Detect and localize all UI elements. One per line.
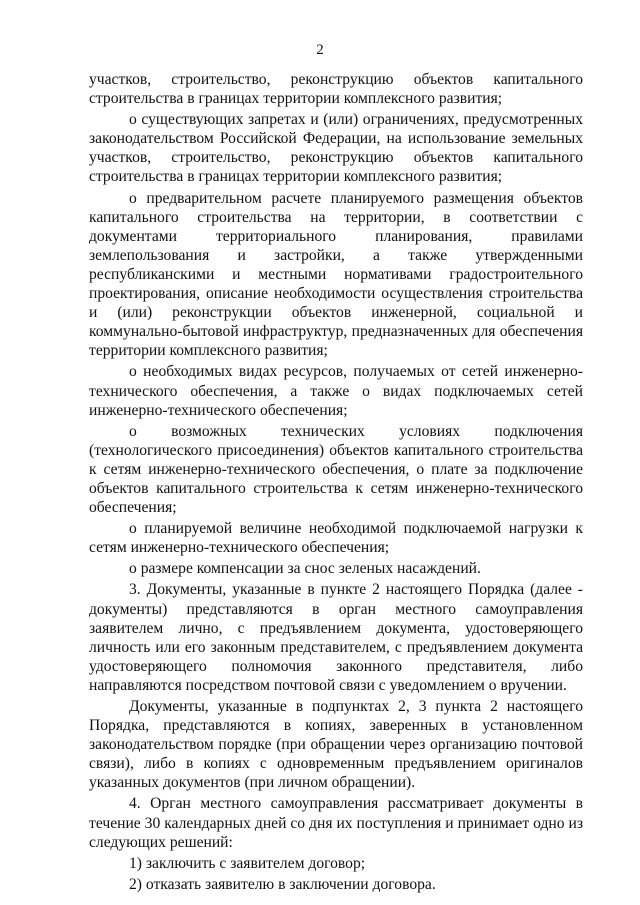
paragraph-clause-4: 4. Орган местного самоуправления рассматривает документы в течение 30 календарных дней со дня их поступления и принимает одно из следующих решений: <box>89 795 583 851</box>
document-body <box>89 70 583 894</box>
paragraph-continuation: участков, строительство, реконструкцию объектов капитального строительства в границах территории комплексного развития; <box>89 71 583 108</box>
paragraph-green-compensation: о размере компенсации за снос зеленых насаждений. <box>129 560 481 578</box>
paragraph-required-resources: о необходимых видах ресурсов, получаемых от сетей инженерно-технического обеспечения, а также о видах подключаемых сетей инженерно-технического обеспечения; <box>89 363 583 419</box>
paragraph-planned-load: о планируемой величине необходимой подключаемой нагрузки к сетям инженерно-технического обеспечения; <box>89 520 583 557</box>
paragraph-technical-conditions: о возможных технических условиях подключения (технологического присоединения) объектов капитального строительства к сетям инженерно-технического обеспечения, о плате за подключение объектов капитального строительства к сетям инженерно-технического обеспечения; <box>89 422 583 517</box>
paragraph-clause-3: 3. Документы, указанные в пункте 2 настоящего Порядка (далее - документы) представляются в орган местного самоуправления заявителем лично, с предъявлением документа, удостоверяющего личность или его законным представителем, с предъявлением документа удостоверяющего полномочия законного представителя, либо направляются посредством почтовой связи с уведомлением о вручении. <box>89 581 583 694</box>
paragraph-preliminary-calculation: о предварительном расчете планируемого размещения объектов капитального строительства на территории, в соответствии с документами территориального планирования, правилами землепользования и застройки, а также утвержденными республиканскими и местными нормативами градостроительного проектирования, описание необходимости осуществления строительства и (или) реконструкции объектов инженерной, социальной и коммунально-бытовой инфраструктур, предназначенных для обеспечения территории комплексного развития; <box>89 189 583 360</box>
list-item-refuse-contract: 2) отказать заявителю в заключении договора. <box>129 875 436 893</box>
paragraph-document-copies: Документы, указанные в подпунктах 2, 3 пункта 2 настоящего Порядка, представляются в копиях, заверенных в установленном законодательством порядке (при обращении через организацию почтовой связи), либо в копиях с одновременным предъявлением оригиналов указанных документов (при личном обращении). <box>89 698 583 792</box>
page-number: 2 <box>316 42 324 58</box>
paragraph-existing-restrictions: о существующих запретах и (или) ограничениях, предусмотренных законодательством Российской Федерации, на использование земельных участков, строительство, реконструкцию объектов капитального строительства в границах территории комплексного развития; <box>89 111 583 186</box>
list-item-conclude-contract: 1) заключить с заявителем договор; <box>129 854 366 872</box>
